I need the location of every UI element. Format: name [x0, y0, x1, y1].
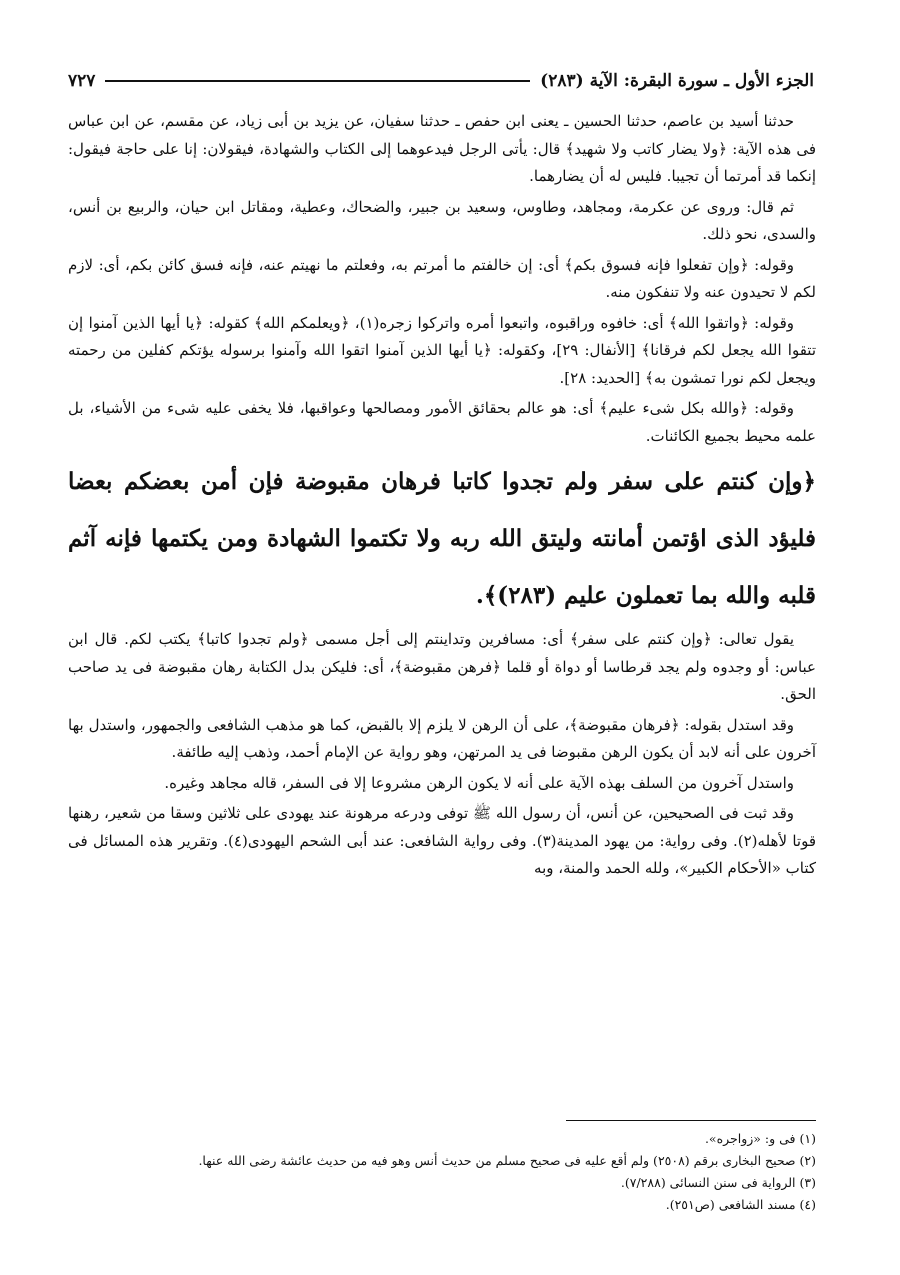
paragraph-narrators: ثم قال: وروى عن عكرمة، ومجاهد، وطاوس، وسعيد بن جبير، والضحاك، وعطية، ومقاتل ابن حيان، والربيع بن أنس، والسدى، نحو ذلك. [68, 197, 816, 243]
footnote-4: (٤) مسند الشافعى (ص٢٥١). [665, 1197, 816, 1212]
page-body [68, 108, 816, 886]
footnote-1: (١) فى و: «زواجره». [704, 1131, 816, 1146]
paragraph-fusuq: وقوله: ﴿وإن تفعلوا فإنه فسوق بكم﴾ أى: إن خالفتم ما أمرتم به، وفعلتم ما نهيتم عنه، فإنه فسق كائن بكم، أى: لازم لكم لا تحيدون عنه ولا تنفكون منه. [68, 255, 816, 301]
header-rule [105, 80, 530, 82]
footnote-2: (٢) صحيح البخارى برقم (٢٥٠٨) ولم أقع عليه فى صحيح مسلم من حديث أنس وهو فيه من حديث عائشة رضى الله عنها. [198, 1153, 816, 1168]
footnote-separator [566, 1120, 816, 1121]
footnotes [68, 1128, 816, 1216]
paragraph-safar: يقول تعالى: ﴿وإن كنتم على سفر﴾ أى: مسافرين وتداينتم إلى أجل مسمى ﴿ولم تجدوا كاتبا﴾ يكتب لكم. قال ابن عباس: أو وجدوه ولم يجد قرطاسا أو دواة أو قلما ﴿فرهن مقبوضة﴾، أى: فليكن بدل الكتابة رهان مقبوضة فى يد صاحب الحق. [68, 630, 816, 703]
quran-verse-283: ﴿وإن كنتم على سفر ولم تجدوا كاتبا فرهان مقبوضة فإن أمن بعضكم بعضا فليؤد الذى اؤتمن أمانته وليتق الله ربه ولا تكتموا الشهادة ومن يكتمها فإنه آثم قلبه والله بما تعملون عليم (٢٨٣)﴾. [68, 468, 816, 609]
page-number: ٧٢٧ [68, 71, 96, 91]
paragraph-salaf: واستدل آخرون من السلف بهذه الآية على أنه لا يكون الرهن مشروعا إلا فى السفر، قاله مجاهد وغيره. [164, 773, 794, 792]
paragraph-sahihain: وقد ثبت فى الصحيحين، عن أنس، أن رسول الله ﷺ توفى ودرعه مرهونة عند يهودى على ثلاثين وسقا من شعير، رهنها قوتا لأهله(٢). وفى رواية: من يهود المدينة(٣). وفى رواية الشافعى: عند أبى الشحم اليهودى(٤). وتقرير هذه المسائل فى كتاب «الأحكام الكبير»، ولله الحمد والمنة، وبه [68, 804, 816, 877]
page-header [68, 66, 814, 96]
paragraph-taqwa: وقوله: ﴿واتقوا الله﴾ أى: خافوه وراقبوه، واتبعوا أمره واتركوا زجره(١)، ﴿ويعلمكم الله﴾ كقوله: ﴿يا أيها الذين آمنوا إن تتقوا الله يجعل لكم فرقانا﴾ [الأنفال: ٢٩]، وكقوله: ﴿يا أيها الذين آمنوا اتقوا الله وآمنوا برسوله يؤتكم كفلين من رحمته ويجعل لكم نورا تمشون به﴾ [الحديد: ٢٨]. [68, 313, 816, 387]
paragraph-qabd: وقد استدل بقوله: ﴿فرهان مقبوضة﴾، على أن الرهن لا يلزم إلا بالقبض، كما هو مذهب الشافعى والجمهور، واستدل بها آخرون على أنه لابد أن يكون الرهن مقبوضا فى يد المرتهن، وهو رواية عن الإمام أحمد، وذهب إليه طائفة. [68, 715, 816, 761]
paragraph-isnad: حدثنا أسيد بن عاصم، حدثنا الحسين ـ يعنى ابن حفص ـ حدثنا سفيان، عن يزيد بن أبى زياد، عن مقسم، عن ابن عباس فى هذه الآية: ﴿ولا يضار كاتب ولا شهيد﴾ قال: يأتى الرجل فيدعوهما إلى الكتاب والشهادة، فيقولان: إنا على حاجة فيقول: إنكما قد أمرتما أن تجيبا. فليس له أن يضارهما. [68, 112, 816, 185]
paragraph-alim: وقوله: ﴿والله بكل شىء عليم﴾ أى: هو عالم بحقائق الأمور ومصالحها وعواقبها، فلا يخفى عليه شىء من الأشياء، بل علمه محيط بجميع الكائنات. [68, 399, 816, 445]
running-title: الجزء الأول ـ سورة البقرة: الآية (٢٨٣) [540, 71, 814, 91]
footnote-3: (٣) الرواية فى سنن النسائى (٧/٢٨٨). [620, 1175, 816, 1190]
